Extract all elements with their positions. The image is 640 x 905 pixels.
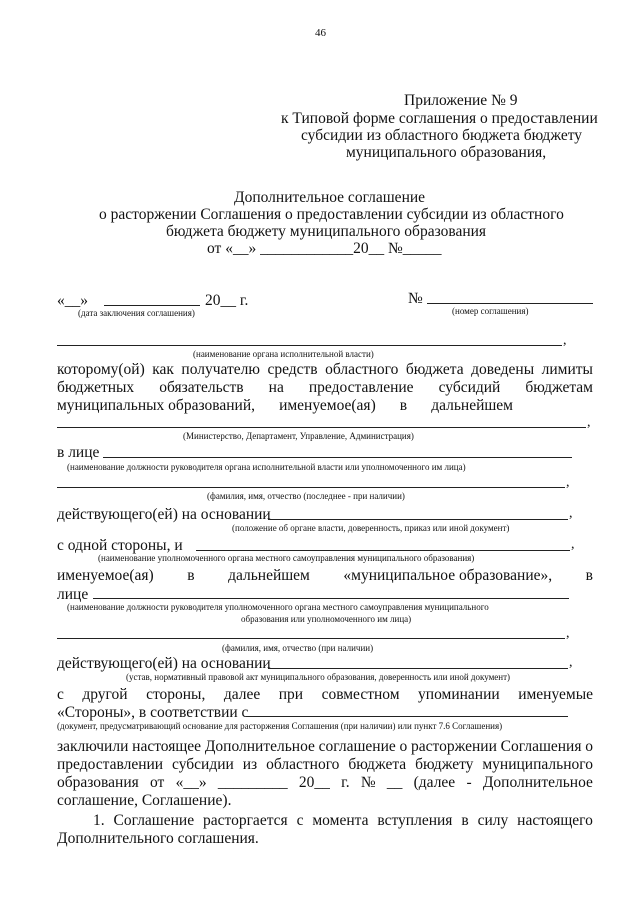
other-side-line: с другой стороны, далее при совместном упоминании именуемые <box>57 686 593 703</box>
fio-1-underline <box>57 487 565 488</box>
body-line-2: бюджетных обязательств на предоставление субсидий бюджетам <box>57 379 593 396</box>
basis-2-underline <box>268 668 568 669</box>
fio-2-caption: (фамилия, имя, отчество (при наличии) <box>222 643 374 653</box>
position-underline <box>103 457 572 458</box>
concl-line-3: образования от «__» _________ 20__ г. № __ (далее - Дополнительное <box>57 774 593 791</box>
number-underline <box>427 303 593 304</box>
date-year: 20__ г. <box>205 292 249 309</box>
page-number: 46 <box>315 27 326 39</box>
named-line: именуемое(ая) в дальнейшем «муниципальное образование», в <box>57 567 593 584</box>
doc-title-line-2: о расторжении Соглашения о предоставлении субсидии из областного <box>99 206 564 223</box>
appendix-title: Приложение № 9 <box>404 92 518 109</box>
date-quote: «__» <box>57 292 88 309</box>
basis-1-caption: (положение об органе власти, доверенность, приказ или иной документ) <box>232 523 510 533</box>
termination-doc-underline <box>246 716 568 717</box>
position-caption: (наименование должности руководителя органа исполнительной власти или уполномоченного им лица) <box>67 462 466 472</box>
v-litse-1: в лице <box>57 444 100 461</box>
ministry-underline <box>57 427 586 428</box>
concl-line-4: соглашение, Соглашение). <box>57 792 232 809</box>
parties: «Стороны», в соответствии с <box>57 704 249 721</box>
fio-2-underline <box>57 638 565 639</box>
one-side: с одной стороны, и <box>57 537 183 554</box>
date-caption: (дата заключения соглашения) <box>78 308 195 318</box>
acting-1: действующего(ей) на основании <box>57 506 271 523</box>
litse-2: лице <box>57 586 89 603</box>
doc-title-line-3: бюджета бюджету муниципального образования <box>166 223 487 240</box>
termination-doc-caption: (документ, предусматривающий основание для расторжения Соглашения (при наличии) или пункт 7.6 Соглашения) <box>57 721 503 731</box>
item-1-line-2: Дополнительного соглашения. <box>57 830 259 847</box>
local-position-caption-1: (наименование должности руководителя уполномоченного органа местного самоуправления муниципального <box>67 602 489 612</box>
concl-line-1: заключили настоящее Дополнительное соглашение о расторжении Соглашения о <box>57 738 593 755</box>
appendix-line-1: к Типовой форме соглашения о предоставлении <box>281 110 598 127</box>
number-sign: № <box>408 290 423 307</box>
authority-underline <box>57 345 562 346</box>
authority-caption: (наименование органа исполнительной власти) <box>193 349 374 359</box>
local-org-underline <box>196 550 570 551</box>
local-position-caption-2: образования или уполномоченного им лица) <box>241 614 412 624</box>
appendix-line-3: муниципального образования, <box>346 144 547 161</box>
item-1-line-1: 1. Соглашение расторгается с момента вступления в силу настоящего <box>93 812 593 829</box>
doc-title-line-4: от «__» ____________20__ №_____ <box>207 240 442 257</box>
date-underline <box>104 305 200 306</box>
body-line-1: которому(ой) как получателю средств областного бюджета доведены лимиты <box>57 361 593 378</box>
basis-2-caption: (устав, нормативный правовой акт муниципального образования, доверенность или иной документ) <box>126 672 511 682</box>
appendix-line-2: субсидии из областного бюджета бюджету <box>301 127 583 144</box>
acting-2: действующего(ей) на основании <box>57 655 271 672</box>
basis-1-underline <box>268 519 568 520</box>
local-org-caption: (наименование уполномоченного органа местного самоуправления муниципального образования) <box>98 553 475 563</box>
fio-1-caption: (фамилия, имя, отчество (последнее - при наличии) <box>207 491 405 501</box>
doc-title-line-1: Дополнительное соглашение <box>234 189 426 206</box>
body-line-3: муниципальных образований, именуемое(ая) в дальнейшем <box>57 397 513 414</box>
number-caption: (номер соглашения) <box>452 306 529 316</box>
concl-line-2: предоставлении субсидии из областного бюджета бюджету муниципального <box>57 756 593 773</box>
ministry-caption: (Министерство, Департамент, Управление, Администрация) <box>183 431 414 441</box>
local-position-underline <box>93 598 569 599</box>
